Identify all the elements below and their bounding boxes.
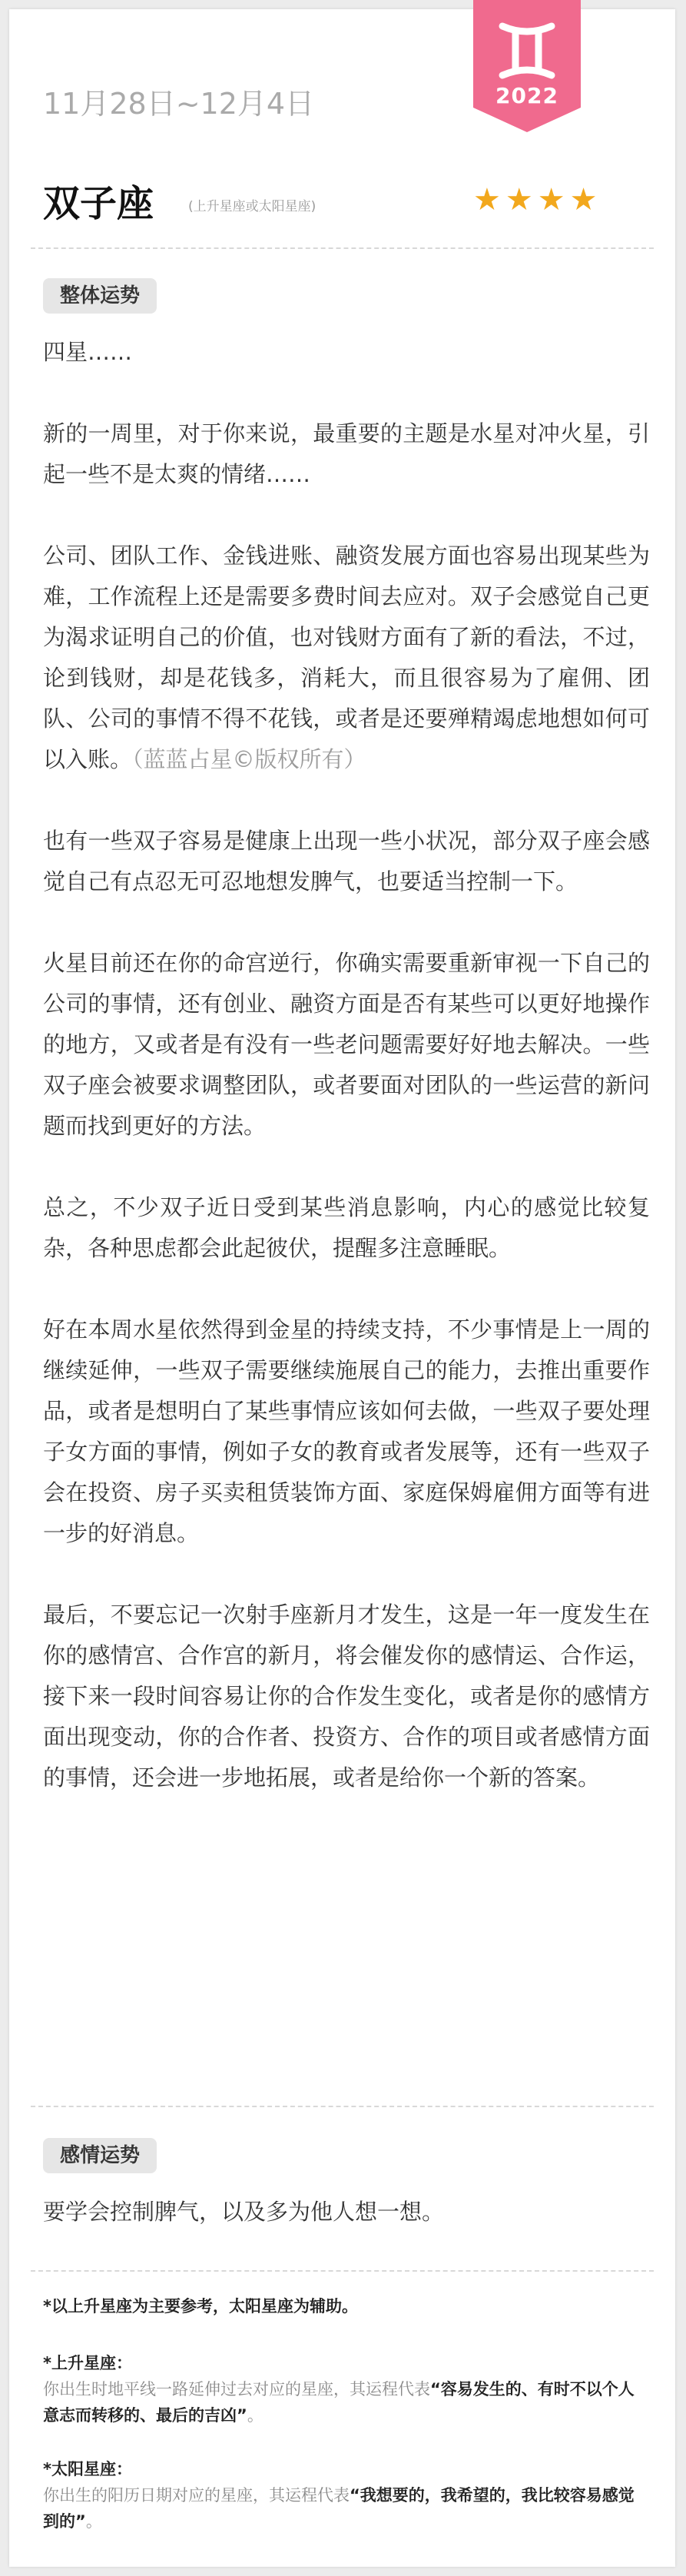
rising-desc-end: 。	[247, 2406, 263, 2425]
sign-note: (上升星座或太阳星座)	[188, 199, 316, 214]
paragraph: 总之，不少双子近日受到某些消息影响，内心的感觉比较复杂，各种思虑都会此起彼伏，提醒多注意睡眠。	[43, 1194, 650, 1261]
star-icon: ★	[505, 182, 533, 217]
sun-desc-end: 。	[85, 2512, 102, 2531]
footer-notes	[43, 2293, 650, 2562]
divider	[31, 247, 654, 249]
divider	[31, 2106, 654, 2107]
star-icon: ★	[473, 182, 501, 217]
paragraph: 要学会控制脾气，以及多为他人想一想。	[43, 2199, 445, 2225]
love-fortune-tag: 感情运势	[43, 2138, 157, 2173]
paragraph-text: 公司、团队工作、金钱进账、融资发展方面也容易出现某些为难，工作流程上还是需要多费时间去应对。双子会感觉自己更为渴求证明自己的价值，也对钱财方面有了新的看法，不过，论到钱财，却是花钱多，消耗大，而且很容易为了雇佣、团队、公司的事情不得不花钱，或者是还要殚精竭虑地想如何可以入账。	[43, 543, 650, 772]
sun-desc-text: 你出生的阳历日期对应的星座，其运程代表	[43, 2486, 350, 2505]
paragraph: 最后，不要忘记一次射手座新月才发生，这是一年一度发生在你的感情宫、合作宫的新月，将会催发你的感情运、合作运，接下来一段时间容易让你的合作发生变化，或者是你的感情方面出现变动，你的合作者、投资方、合作的项目或者感情方面的事情，还会进一步地拓展，或者是给你一个新的答案。	[43, 1602, 650, 1791]
paragraph: 也有一些双子容易是健康上出现一些小状况，部分双子座会感觉自己有点忍无可忍地想发脾气，也要适当控制一下。	[43, 828, 650, 895]
rising-sign-desc	[43, 2376, 650, 2428]
footer-main-note: *以上升星座为主要参考，太阳星座为辅助。	[43, 2297, 358, 2315]
sun-sign-desc	[43, 2482, 650, 2535]
rising-sign-title: *上升星座：	[43, 2354, 132, 2372]
overall-fortune-tag: 整体运势	[43, 278, 157, 314]
star-icon: ★	[537, 182, 565, 217]
paragraph: 火星目前还在你的命宫逆行，你确实需要重新审视一下自己的公司的事情，还有创业、融资方面是否有某些可以更好地操作的地方，又或者是有没有一些老问题需要好好地去解决。一些双子座会被要求调整团队，或者要面对团队的一些运营的新问题而找到更好的方法。	[43, 950, 650, 1139]
rising-desc-quote: “容易发生的、有时不以个人意志而转移的、最后的吉凶”	[43, 2380, 635, 2425]
gemini-year-badge	[473, 0, 581, 132]
overall-fortune-text	[43, 332, 650, 1798]
paragraph: 新的一周里，对于你来说，最重要的主题是水星对冲火星，引起一些不是太爽的情绪……	[43, 420, 650, 487]
copyright-note: （蓝蓝占星©版权所有）	[132, 746, 366, 772]
paragraph: 四星……	[43, 339, 133, 365]
paragraph: 好在本周水星依然得到金星的持续支持，不少事情是上一周的继续延伸，一些双子需要继续施展自己的能力，去推出重要作品，或者是想明白了某些事情应该如何去做，一些双子要处理子女方面的事情，例如子女的教育或者发展等，还有一些双子会在投资、房子买卖租赁装饰方面、家庭保姆雇佣方面等有进一步的好消息。	[43, 1316, 650, 1546]
paragraph	[43, 536, 650, 780]
horoscope-card	[9, 9, 675, 2567]
badge-ribbon-icon	[473, 0, 581, 132]
sun-sign-title: *太阳星座：	[43, 2460, 132, 2478]
sun-desc-quote: “我想要的，我希望的，我比较容易感觉到的”	[43, 2486, 635, 2531]
love-fortune-text	[43, 2192, 650, 2232]
star-icon: ★	[569, 182, 598, 217]
divider	[31, 2270, 654, 2272]
rising-desc-text: 你出生时地平线一路延伸过去对应的星座，其运程代表	[43, 2380, 430, 2398]
sign-name: 双子座	[43, 182, 154, 225]
star-rating	[473, 184, 597, 215]
badge-year: 2022	[495, 83, 558, 108]
date-range: 11月28日~12月4日	[43, 87, 315, 121]
